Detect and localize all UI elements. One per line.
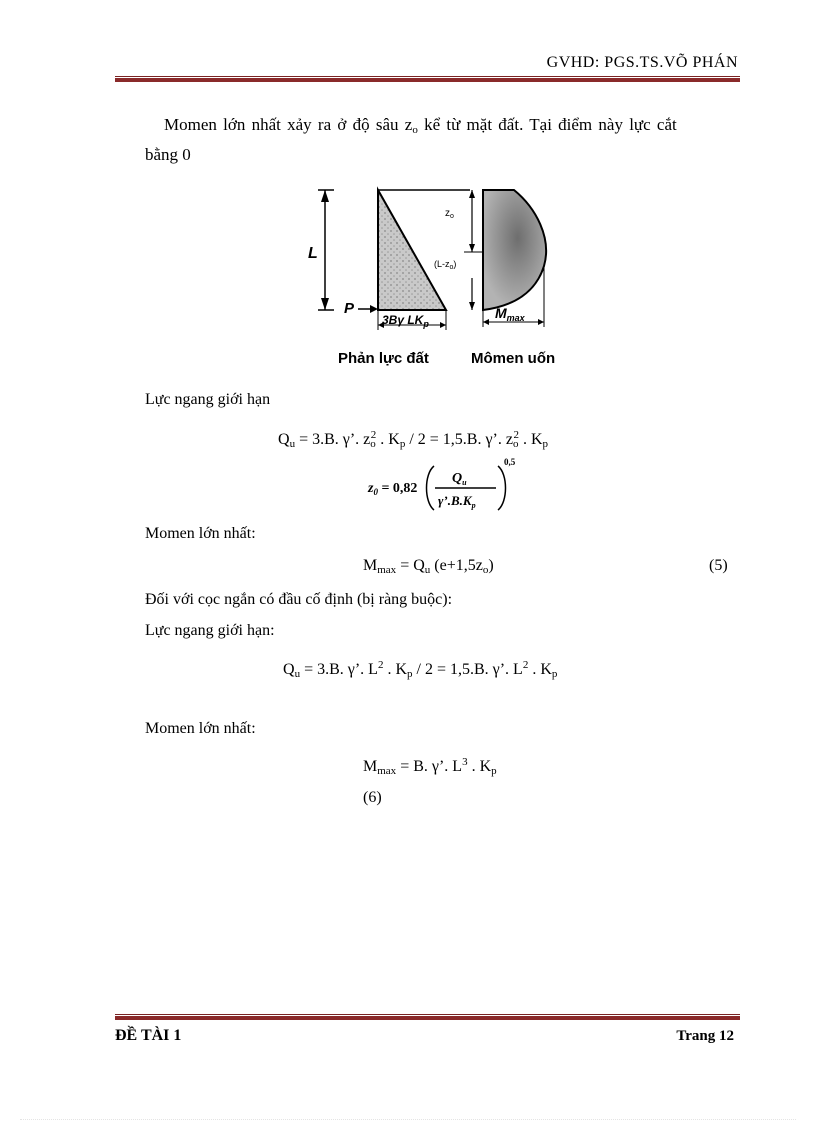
heading-max-moment-2: Momen lớn nhất:: [145, 720, 256, 737]
footer-page-number: Trang 12: [676, 1028, 734, 1044]
depth-dimension: [464, 190, 482, 310]
formula-z0: [366, 456, 516, 514]
label-mmax: $M_{max}$: [495, 305, 525, 323]
svg-text:0,5: 0,5: [504, 457, 516, 467]
formula-mmax-2: $M_{max} = B$. γ’. $L^3$ . $K_p$: [363, 756, 497, 777]
caption-bending-moment: Mômen uốn: [471, 350, 556, 367]
length-dimension: [318, 190, 334, 310]
label-base: 3Bγ $LK_p$: [382, 313, 429, 329]
moment-diagram-shape: [483, 190, 546, 310]
soil-reaction-moment-diagram: [300, 182, 600, 372]
equation-number-6: (6): [363, 789, 382, 806]
label-P: P: [344, 300, 355, 317]
intro-line-1: Momen lớn nhất xảy ra ở độ sâu $z_o$ kể từ mặt đất. Tại điểm này lực cắt: [164, 115, 677, 136]
heading-short-pile: Đối với cọc ngắn có đầu cố định (bị ràng buộc):: [145, 591, 453, 608]
footer-left: ĐỀ TÀI 1: [115, 1027, 182, 1044]
heading-horizontal-limit-1: Lực ngang giới hạn: [145, 391, 271, 408]
header-text: GVHD: PGS.TS.VÕ PHÁN: [546, 54, 738, 71]
intro-line-2: bằng 0: [145, 145, 191, 164]
label-z0: $z_o$: [445, 208, 454, 220]
formula-qu-2: $Q_u = 3.B$. γ’. $L^2$ . $K_p / 2 = 1,5.B$. γ’. $L^2$ . $K_p$: [283, 659, 558, 680]
label-L: L: [308, 245, 318, 262]
equation-number-5: (5): [709, 557, 728, 574]
page-bottom-dotted-line: [20, 1119, 796, 1120]
heading-max-moment-1: Momen lớn nhất:: [145, 525, 256, 542]
label-L-minus-z0: $(L-z_o)$: [434, 259, 457, 271]
soil-reaction-triangle: [378, 190, 446, 310]
svg-text:γ’.B.Kp: $\gamma’.B.K_p$: [438, 493, 476, 510]
caption-soil-reaction: Phản lực đất: [338, 350, 429, 367]
page-header: [0, 53, 738, 73]
formula-qu-1: $Q_u = 3.B$. γ’. $z_o^2$ . $K_p / 2 = 1,5.B$. γ’. $z_o^2$ . $K_p$: [278, 429, 549, 450]
footer-rule: [115, 1014, 740, 1020]
heading-horizontal-limit-2: Lực ngang giới hạn:: [145, 622, 275, 639]
svg-text:Qu: $Q_u$: [452, 471, 467, 487]
svg-text:z0 = 0,82: $z_0 = 0,82$: [368, 481, 418, 497]
header-rule: [115, 76, 740, 82]
formula-mmax-1: $M_{max} = Q_u$ $(e+1,5z_o)$: [363, 557, 494, 576]
